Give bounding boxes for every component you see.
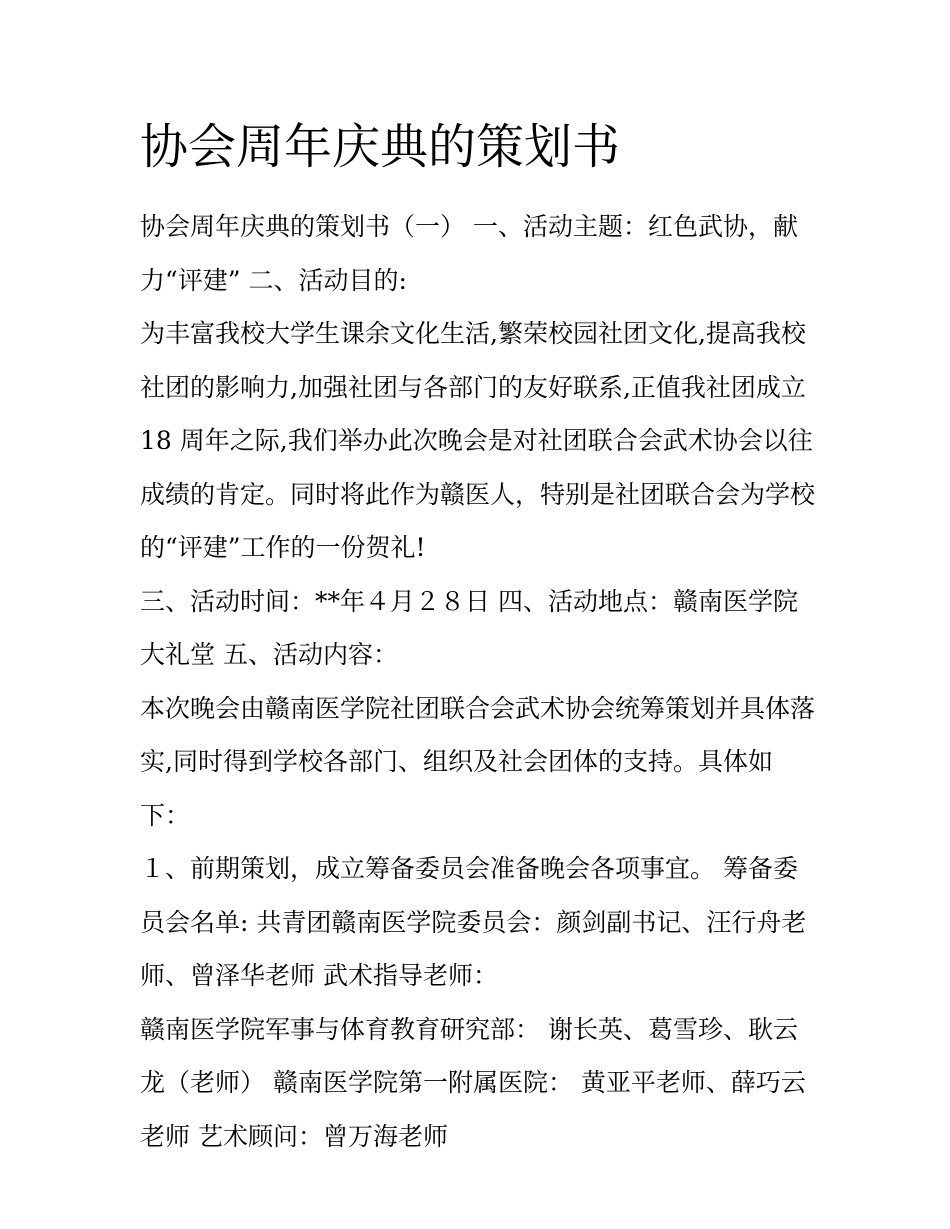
document-body [140, 200, 820, 1163]
body-line: 实,同时得到学校各部门、组织及社会团体的支持。具体如 [140, 747, 773, 776]
body-line: 老师 艺术顾问：曾万海老师 [140, 1121, 448, 1151]
body-line: 赣南医学院军事与体育教育研究部： 谢长英、葛雪珍、耿云 [140, 1014, 798, 1044]
body-line: 的“评建”工作的一份贺礼! [140, 533, 426, 562]
body-line: 18 周年之际,我们举办此次晚会是对社团联合会武术协会以往 [140, 426, 813, 455]
body-line: 龙（老师） 赣南医学院第一附属医院： 黄亚平老师、薛巧云 [140, 1068, 806, 1097]
body-line: 成绩的肯定。同时将此作为赣医人，特别是社团联合会为学校 [140, 479, 816, 509]
body-line: 三、活动时间：**年４月２８日 四、活动地点：赣南医学院 [140, 586, 798, 616]
body-line: 师、曾泽华老师 武术指导老师： [140, 961, 498, 990]
body-line: 大礼堂 五、活动内容： [140, 640, 398, 669]
body-line: 下： [140, 800, 191, 830]
document-title: 协会周年庆典的策划书 [140, 119, 621, 175]
body-line: 本次晚会由赣南医学院社团联合会武术协会统筹策划并具体落 [140, 693, 816, 723]
body-line: 力“评建” 二、活动目的: [140, 265, 407, 295]
body-line: 员会名单: 共青团赣南医学院委员会：颜剑副书记、汪行舟老 [140, 907, 807, 937]
body-line: 协会周年庆典的策划书（一） 一、活动主题：红色武协，献 [140, 212, 798, 241]
body-line: １、前期策划，成立筹备委员会准备晚会各项事宜。 筹备委 [140, 854, 798, 883]
body-line: 为丰富我校大学生课余文化生活,繁荣校园社团文化,提高我校 [140, 319, 806, 348]
body-line: 社团的影响力,加强社团与各部门的友好联系,正值我社团成立 [140, 372, 806, 402]
